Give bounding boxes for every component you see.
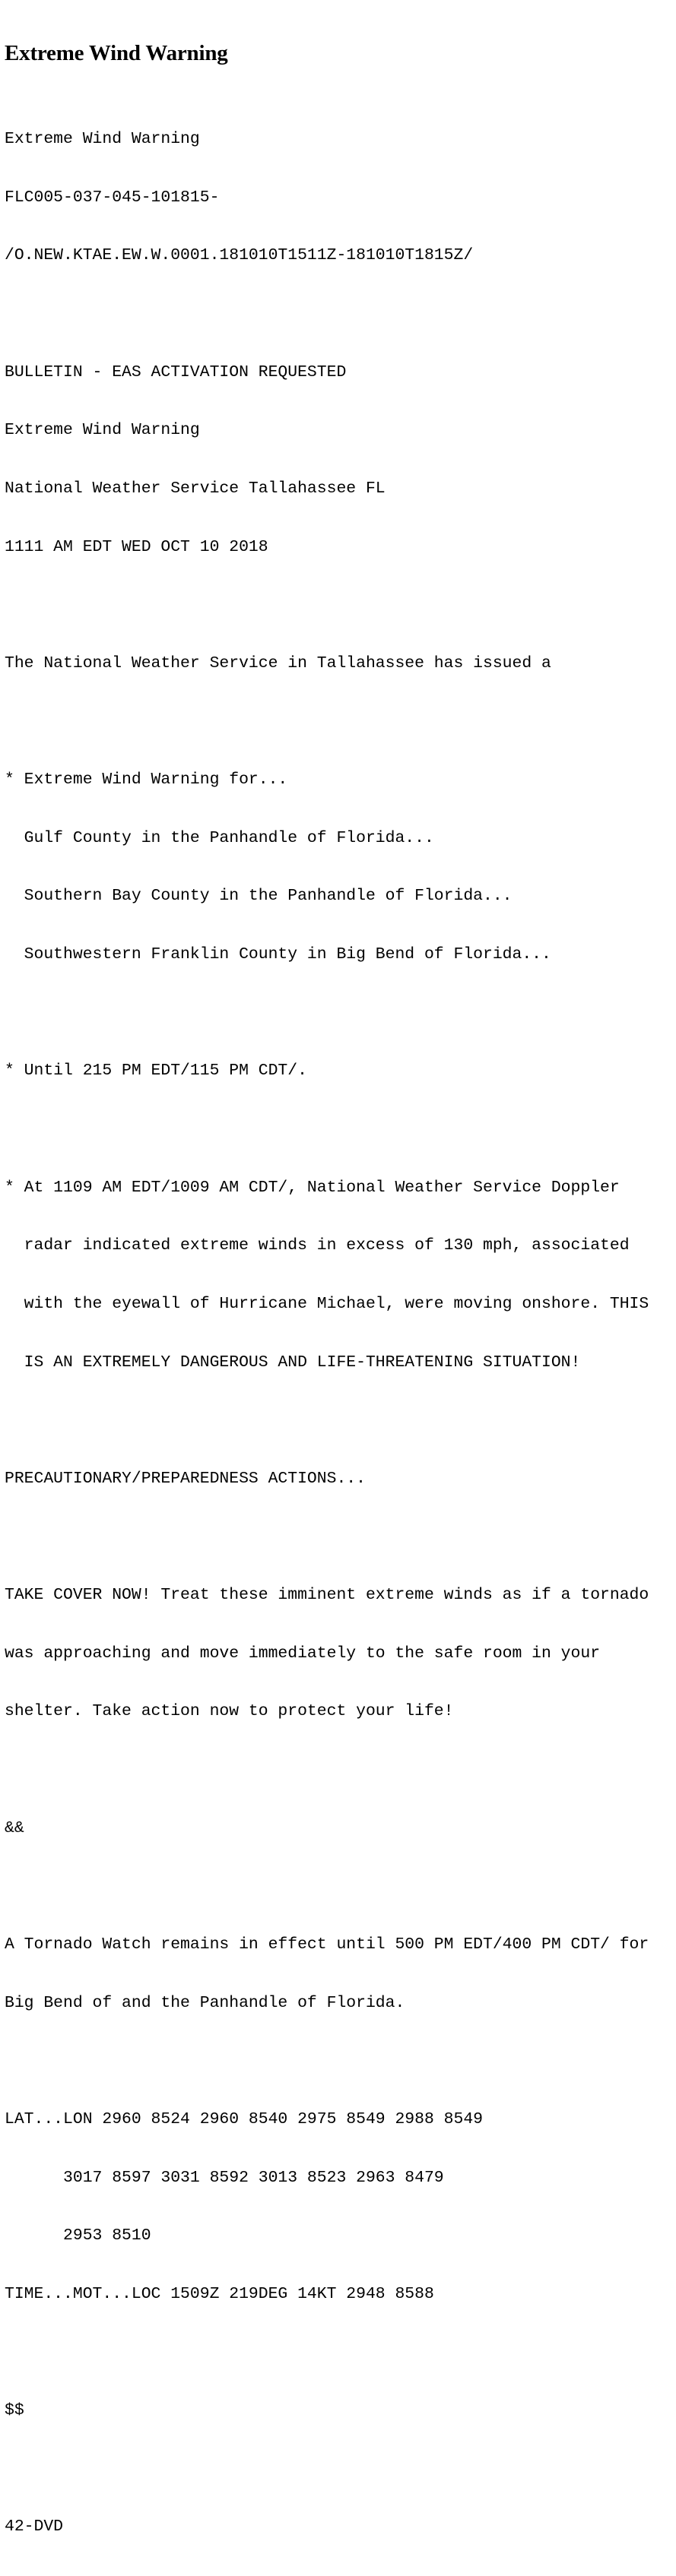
bulletin-line: Gulf County in the Panhandle of Florida... xyxy=(5,828,434,847)
bulletin-line: 2953 8510 xyxy=(5,2226,151,2245)
bulletin-line xyxy=(5,2052,649,2071)
bulletin-line: Southwestern Franklin County in Big Bend of Florida... xyxy=(5,945,551,964)
bulletin-line xyxy=(5,1761,649,1780)
bulletin-line: with the eyewall of Hurricane Michael, were moving onshore. THIS xyxy=(5,1294,649,1313)
bulletin-line: 1111 AM EDT WED OCT 10 2018 xyxy=(5,537,268,556)
bulletin-line: A Tornado Watch remains in effect until 500 PM EDT/400 PM CDT/ for xyxy=(5,1935,649,1954)
bulletin-line: * Extreme Wind Warning for... xyxy=(5,771,288,790)
bulletin-line: was approaching and move immediately to the safe room in your xyxy=(5,1644,601,1663)
bulletin-line: National Weather Service Tallahassee FL xyxy=(5,479,386,498)
bulletin-line xyxy=(5,1411,649,1431)
bulletin-line: * Until 215 PM EDT/115 PM CDT/. xyxy=(5,1062,307,1081)
bulletin-line: FLC005-037-045-101815- xyxy=(5,188,220,207)
bulletin-line xyxy=(5,1120,649,1140)
bulletin-line xyxy=(5,2460,649,2479)
bulletin-line: * At 1109 AM EDT/1009 AM CDT/, National Weather Service Doppler xyxy=(5,1178,620,1197)
bulletin-line xyxy=(5,305,649,324)
bulletin-line: 3017 8597 3031 8592 3013 8523 2963 8479 xyxy=(5,2168,444,2187)
bulletin-line: IS AN EXTREMELY DANGEROUS AND LIFE-THREATENING SITUATION! xyxy=(5,1353,581,1372)
bulletin-text xyxy=(5,91,649,2576)
bulletin-line xyxy=(5,713,649,733)
bulletin-line: LAT...LON 2960 8524 2960 8540 2975 8549 2988 8549 xyxy=(5,2109,483,2128)
bulletin-line xyxy=(5,2343,649,2362)
bulletin-line: Big Bend of and the Panhandle of Florida. xyxy=(5,1993,405,2012)
bulletin-line: Extreme Wind Warning xyxy=(5,421,200,440)
page-title: Extreme Wind Warning xyxy=(5,41,228,65)
bulletin-line: && xyxy=(5,1818,24,1837)
bulletin-line: The National Weather Service in Tallahassee has issued a xyxy=(5,653,551,672)
bulletin-line xyxy=(5,1877,649,1897)
bulletin-line xyxy=(5,1527,649,1547)
bulletin-line: TAKE COVER NOW! Treat these imminent extreme winds as if a tornado xyxy=(5,1586,649,1605)
bulletin-line xyxy=(5,596,649,616)
bulletin-line: Southern Bay County in the Panhandle of Florida... xyxy=(5,887,513,906)
bulletin-line xyxy=(5,1004,649,1024)
bulletin-line: $$ xyxy=(5,2401,24,2420)
bulletin-line: shelter. Take action now to protect your life! xyxy=(5,1702,454,1721)
bulletin-line: BULLETIN - EAS ACTIVATION REQUESTED xyxy=(5,362,347,381)
bulletin-line: PRECAUTIONARY/PREPAREDNESS ACTIONS... xyxy=(5,1469,366,1488)
bulletin-line: Extreme Wind Warning xyxy=(5,130,200,149)
bulletin-line: 42-DVD xyxy=(5,2517,64,2536)
bulletin-line: radar indicated extreme winds in excess of 130 mph, associated xyxy=(5,1236,630,1255)
bulletin-line: TIME...MOT...LOC 1509Z 219DEG 14KT 2948 8588 xyxy=(5,2284,434,2303)
bulletin-line: /O.NEW.KTAE.EW.W.0001.181010T1511Z-181010T1815Z/ xyxy=(5,246,474,265)
